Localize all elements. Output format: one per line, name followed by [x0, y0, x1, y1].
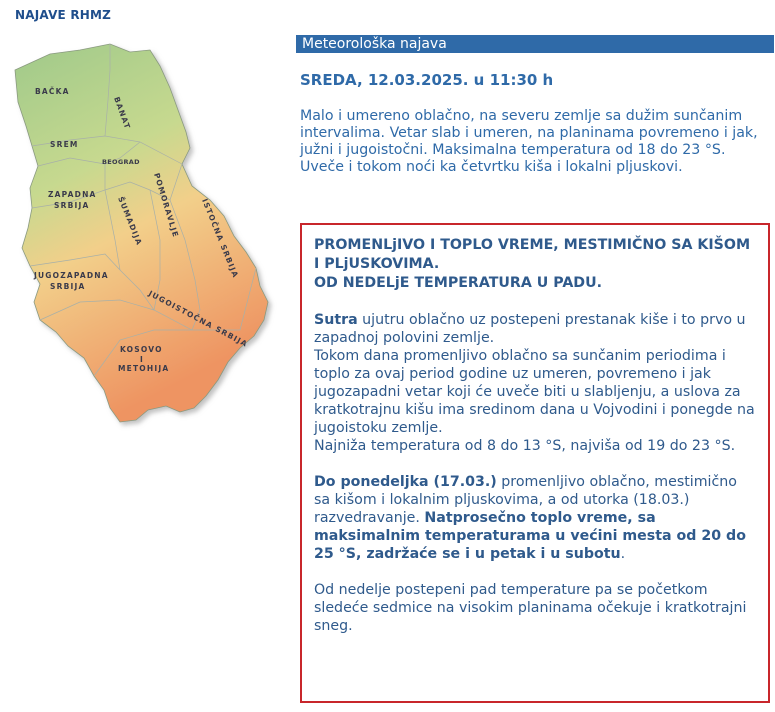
intro-paragraph-1: Malo i umereno oblačno, na severu zemlje sa dužim sunčanim intervalima. Vetar slab i umeren, na planinama povremeno i jak, južni i jugoistočni. Maksimalna temperatura od 18 do 23 °S. [300, 108, 758, 158]
alert-paragraph-outlook [314, 473, 756, 563]
alert-paragraph-day: Tokom dana promenljivo oblačno sa sunčanim periodima i toplo za ovaj period godine uz umeren, povremeno i jak jugozapadni vetar koji će uveče biti u slabljenju, a uslova za kratkotrajnu kišu ima sredinom dana u Vojvodini i ponegde na jugoistoku zemlje. [314, 348, 755, 436]
region-label-i: I [140, 355, 144, 364]
region-label-srbija-w: SRBIJA [54, 201, 90, 210]
serbia-region-map[interactable] [10, 40, 280, 435]
region-label-beograd: BEOGRAD [102, 158, 140, 166]
forecast-intro [300, 108, 768, 176]
region-label-kosovo: KOSOVO [120, 345, 163, 354]
alert-lead-sutra: Sutra [314, 312, 358, 328]
alert-text-outlook: promenljivo oblačno, mestimično sa kišom i lokalnim pljuskovima, a od utorka (18.03.) razvedravanje. [314, 474, 737, 526]
region-label-banat: BANAT [112, 95, 133, 131]
forecast-date: SREDA, 12.03.2025. u 11:30 h [300, 71, 554, 89]
section-label[interactable]: NAJAVE RHMZ [15, 8, 112, 22]
forecast-title-bar: Meteorološka najava [296, 35, 774, 53]
region-label-jugoistocna: JUGOISTOČNA SRBIJA [147, 288, 250, 349]
alert-text-sutra: ujutru oblačno uz postepeni prestanak kiše i to prvo u zapadnoj polovini zemlje. [314, 312, 746, 346]
alert-paragraph-sutra [314, 311, 756, 347]
alert-headline-1: PROMENLjIVO I TOPLO VREME, MESTIMIČNO SA KIŠOM I PLjUSKOVIMA. [314, 237, 751, 272]
region-label-srem: SREM [50, 140, 79, 149]
alert-headline-2: OD NEDELjE TEMPERATURA U PADU. [314, 275, 602, 291]
region-label-sumadija: ŠUMADIJA [116, 195, 144, 247]
region-label-backa: BAČKA [35, 87, 70, 96]
region-label-zapadna: ZAPADNA [48, 190, 97, 199]
region-label-jugozapadna: JUGOZAPADNA [34, 271, 109, 280]
alert-paragraph-temps: Najniža temperatura od 8 do 13 °S, najviša od 19 do 23 °S. [314, 438, 736, 454]
region-label-pomoravlje: POMORAVLJE [152, 171, 181, 239]
region-label-srbija-sw: SRBIJA [50, 282, 86, 291]
intro-paragraph-2: Uveče i tokom noći ka četvrtku kiša i lokalni pljuskovi. [300, 159, 683, 175]
alert-paragraph-sunday: Od nedelje postepeni pad temperature pa se početkom sledeće sedmice na visokim planinama očekuje i kratkotrajni sneg. [314, 582, 747, 634]
alert-lead-outlook: Do ponedeljka (17.03.) [314, 474, 497, 490]
alert-bold-outlook: Natprosečno toplo vreme, sa maksimalnim temperaturama u većini mesta od 20 do 25 °S, zadržaće se i u petak i u subotu [314, 510, 746, 562]
region-label-istocna: ISTOČNA SRBIJA [200, 197, 241, 280]
weather-alert-box [300, 223, 770, 703]
region-label-metohija: METOHIJA [118, 364, 170, 373]
alert-end-outlook: . [620, 546, 626, 562]
